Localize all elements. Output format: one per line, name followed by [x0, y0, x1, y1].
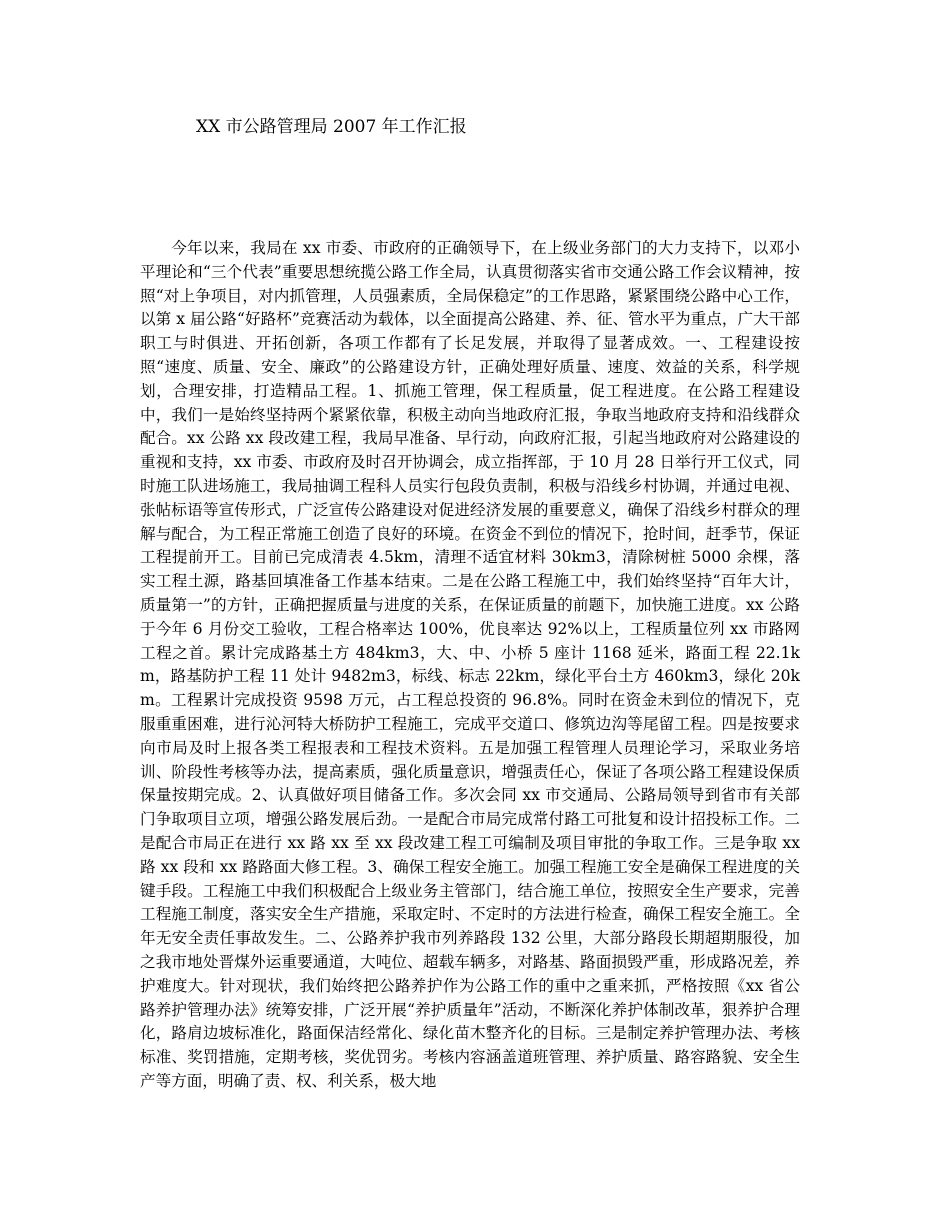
- document-body-paragraph: 今年以来，我局在 xx 市委、市政府的正确领导下，在上级业务部门的大力支持下，以邓小平理论和“三个代表”重要思想统揽公路工作全局，认真贯彻落实省市交通公路工作会议精神，按照“对上争项目，对内抓管理，人员强素质，全局保稳定”的工作思路，紧紧围绕公路中心工作，以第 x 届公路“好路杯”竞赛活动为载体，以全面提高公路建、养、征、管水平为重点，广大干部职工与时俱进、开拓创新，各项工作都有了长足发展，并取得了显著成效。一、工程建设按照“速度、质量、安全、廉政”的公路建设方针，正确处理好质量、速度、效益的关系，科学规划，合理安排，打造精品工程。1、抓施工管理，保工程质量，促工程进度。在公路工程建设中，我们一是始终坚持两个紧紧依靠，积极主动向当地政府汇报，争取当地政府支持和沿线群众配合。xx 公路 xx 段改建工程，我局早准备、早行动，向政府汇报，引起当地政府对公路建设的重视和支持，xx 市委、市政府及时召开协调会，成立指挥部，于 10 月 28 日举行开工仪式，同时施工队进场施工，我局抽调工程科人员实行包段负责制，积极与沿线乡村协调，并通过电视、张帖标语等宣传形式，广泛宣传公路建设对促进经济发展的重要意义，确保了沿线乡村群众的理解与配合，为工程正常施工创造了良好的环境。在资金不到位的情况下，抢时间，赶季节，保证工程提前开工。目前已完成清表 4.5km，清理不适宜材料 30km3，清除树桩 5000 余棵，落实工程土源，路基回填准备工作基本结束。二是在公路工程施工中，我们始终坚持“百年大计，质量第一”的方针，正确把握质量与进度的关系，在保证质量的前题下，加快施工进度。xx 公路于今年 6 月份交工验收，工程合格率达 100%，优良率达 92%以上，工程质量位列 xx 市路网工程之首。累计完成路基土方 484km3，大、中、小桥 5 座计 1168 延米，路面工程 22.1km，路基防护工程 11 处计 9482m3，标线、标志 22km，绿化平台土方 460km3，绿化 20km。工程累计完成投资 9598 万元，占工程总投资的 96.8%。同时在资金未到位的情况下，克服重重困难，进行沁河特大桥防护工程施工，完成平交道口、修筑边沟等尾留工程。四是按要求向市局及时上报各类工程报表和工程技术资料。五是加强工程管理人员理论学习，采取业务培训、阶段性考核等办法，提高素质，强化质量意识，增强责任心，保证了各项公路工程建设保质保量按期完成。2、认真做好项目储备工作。多次会同 xx 市交通局、公路局领导到省市有关部门争取项目立项，增强公路发展后劲。一是配合市局完成常付路工可批复和设计招投标工作。二是配合市局正在进行 xx 路 xx 至 xx 段改建工程工可编制及项目审批的争取工作。三是争取 xx 路 xx 段和 xx 路路面大修工程。3、确保工程安全施工。加强工程施工安全是确保工程进度的关键手段。工程施工中我们积极配合上级业务主管部门，结合施工单位，按照安全生产要求，完善工程施工制度，落实安全生产措施，采取定时、不定时的方法进行检查，确保工程安全施工。全年无安全责任事故发生。二、公路养护我市列养路段 132 公里，大部分路段长期超期服役，加之我市地处晋煤外运重要通道，大吨位、超载车辆多，对路基、路面损毁严重，形成路况差，养护难度大。针对现状，我们始终把公路养护作为公路工作的重中之重来抓，严格按照《xx 省公路养护管理办法》统筹安排，广泛开展“养护质量年”活动，不断深化养护体制改革，狠养护合理化，路肩边坡标准化，路面保洁经常化、绿化苗木整齐化的目标。三是制定养护管理办法、考核标准、奖罚措施，定期考核，奖优罚劣。考核内容涵盖道班管理、养护质量、路容路貌、安全生产等方面，明确了责、权、利关系，极大地: [140, 239, 800, 1090]
- document-title: XX 市公路管理局 2007 年工作汇报: [196, 117, 467, 137]
